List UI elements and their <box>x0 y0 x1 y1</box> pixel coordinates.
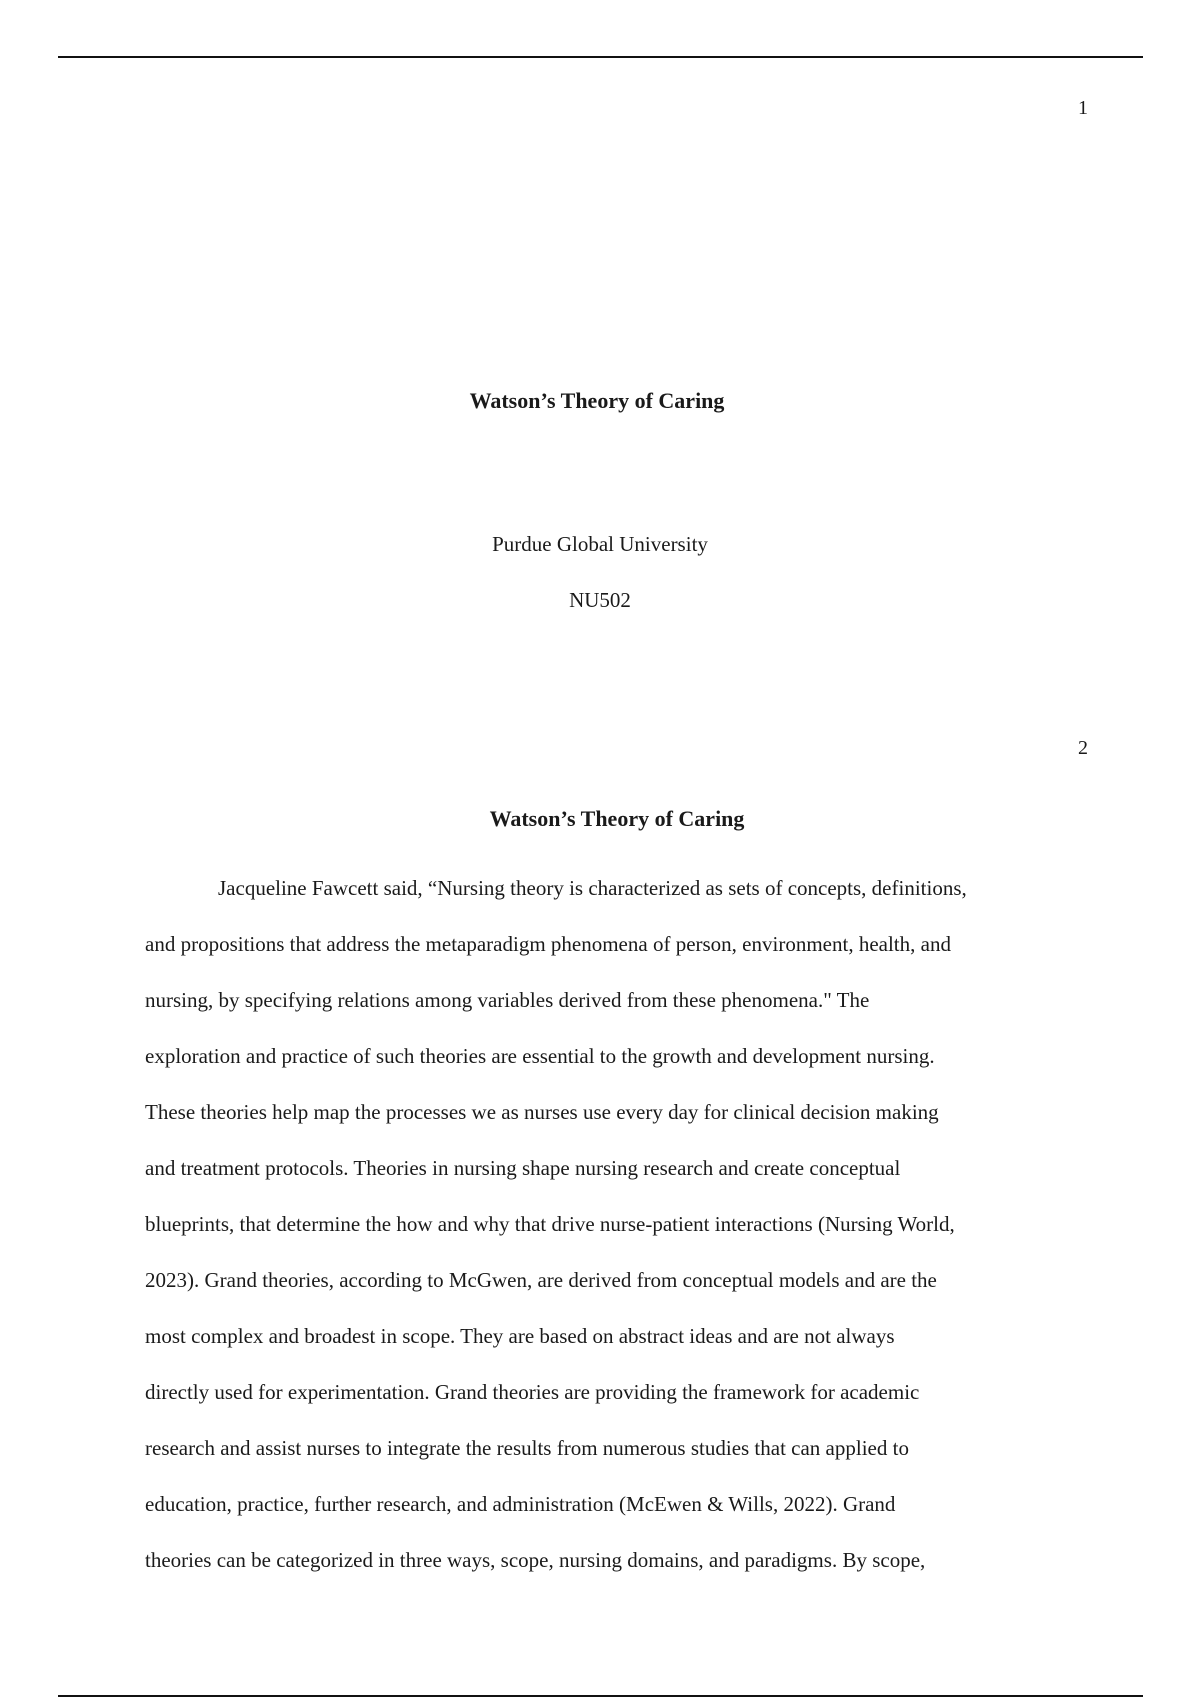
body-line: theories can be categorized in three ways, scope, nursing domains, and paradigms. By scope, <box>145 1548 926 1572</box>
body-line: directly used for experimentation. Grand theories are providing the framework for academic <box>145 1380 920 1404</box>
body-paragraph <box>145 860 1090 1588</box>
body-line: and propositions that address the metaparadigm phenomena of person, environment, health, and <box>145 932 951 956</box>
body-line: and treatment protocols. Theories in nursing shape nursing research and create conceptual <box>145 1156 901 1180</box>
body-line: blueprints, that determine the how and why that drive nurse-patient interactions (Nursing World, <box>145 1212 955 1236</box>
page-top-border <box>58 56 1143 58</box>
body-line: These theories help map the processes we as nurses use every day for clinical decision making <box>145 1100 939 1124</box>
body-line: research and assist nurses to integrate the results from numerous studies that can applied to <box>145 1436 909 1460</box>
cover-course: NU502 <box>569 588 631 612</box>
cover-institution: Purdue Global University <box>492 532 708 556</box>
cover-title: Watson’s Theory of Caring <box>469 388 725 413</box>
page-bottom-border <box>58 1695 1143 1697</box>
body-line: exploration and practice of such theories are essential to the growth and development nursing. <box>145 1044 935 1068</box>
body-line: Jacqueline Fawcett said, “Nursing theory is characterized as sets of concepts, definitions, <box>218 876 967 900</box>
body-line: nursing, by specifying relations among variables derived from these phenomena." The <box>145 988 870 1012</box>
body-line: education, practice, further research, and administration (McEwen & Wills, 2022). Grand <box>145 1492 896 1516</box>
page-number-1: 1 <box>1078 97 1088 119</box>
body-title: Watson’s Theory of Caring <box>489 806 745 831</box>
body-line: 2023). Grand theories, according to McGwen, are derived from conceptual models and are the <box>145 1268 937 1292</box>
page-number-2: 2 <box>1078 737 1088 759</box>
body-line: most complex and broadest in scope. They are based on abstract ideas and are not always <box>145 1324 895 1348</box>
